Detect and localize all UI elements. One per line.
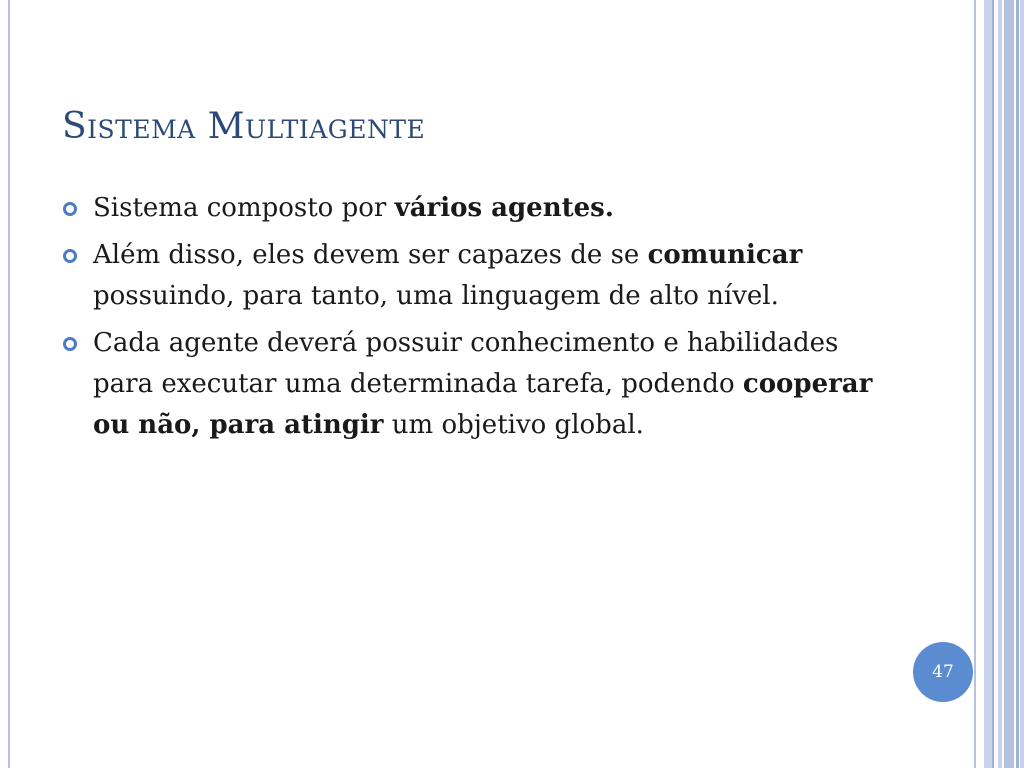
bullet-item-1 (62, 188, 892, 229)
left-border-line (8, 0, 10, 768)
bullet-segment: Cada agente deverá possuir conhecimento e habilidades para executar uma determinada tarefa, podendo (93, 328, 839, 399)
bullet-segment: um objetivo global. (383, 410, 644, 440)
bullet-ring-icon (63, 249, 77, 263)
bullet-ring-icon (63, 337, 77, 351)
bullet-segment: Sistema composto por (93, 193, 395, 223)
bullet-text (93, 193, 614, 223)
page-number-badge: 47 (913, 642, 973, 702)
bullet-segment-bold: vários agentes. (394, 193, 614, 223)
right-decorative-stripes (974, 0, 1024, 768)
bullet-text (93, 240, 802, 311)
bullet-list (62, 188, 892, 452)
bullet-ring-icon (63, 202, 77, 216)
bullet-item-3 (62, 323, 892, 446)
bullet-segment: possuindo, para tanto, uma linguagem de alto nível. (93, 281, 779, 311)
slide-title: Sistema Multiagente (62, 106, 426, 147)
bullet-item-2 (62, 235, 892, 317)
bullet-segment-bold: cooperar ou não, para atingir (93, 369, 873, 440)
bullet-segment: Além disso, eles devem ser capazes de se (93, 240, 648, 270)
bullet-text (93, 328, 872, 440)
bullet-segment-bold: comunicar (647, 240, 803, 270)
